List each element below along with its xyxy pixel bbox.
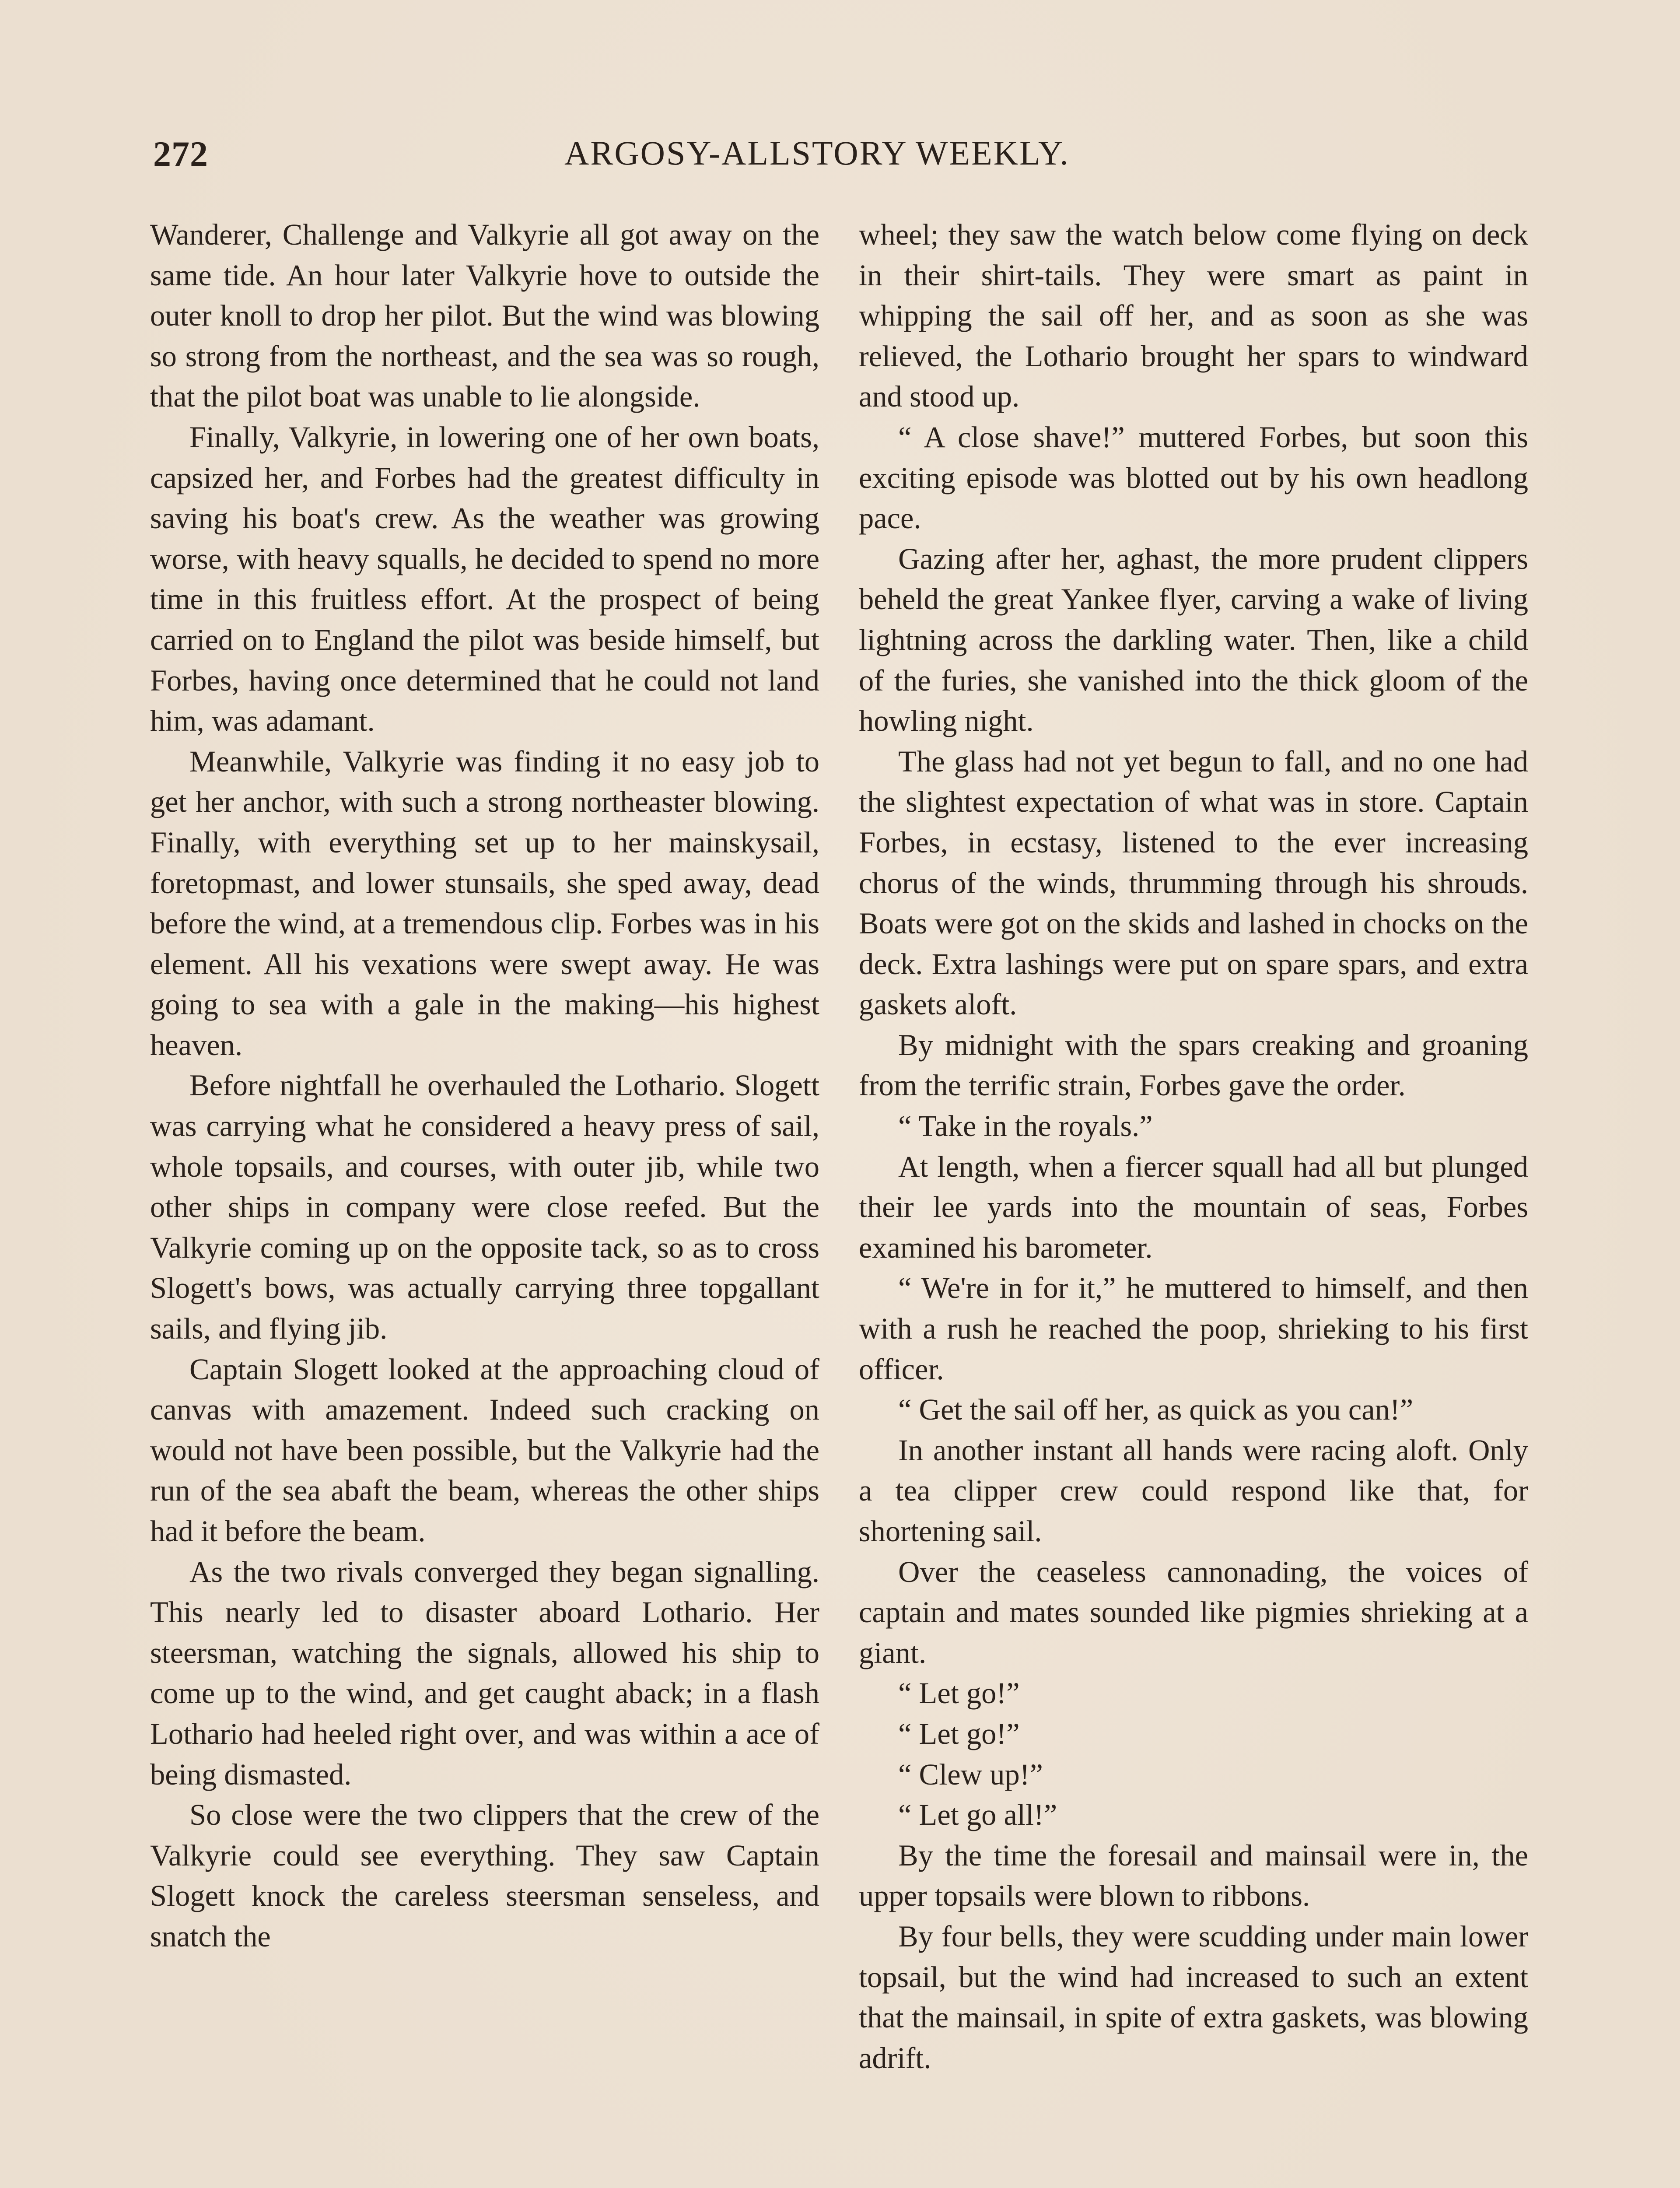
paragraph: Over the ceaseless cannonading, the voices of captain and mates sounded like pigmies shrieking at a giant.	[859, 1555, 1528, 1669]
paragraph: Captain Slogett looked at the approaching cloud of canvas with amazement. Indeed such cracking on would not have been possible, but the Valkyrie had the run of the sea abaft the beam, whereas the other ships had it before the beam.	[150, 1352, 819, 1548]
paragraph: Before nightfall he overhauled the Lothario. Slogett was carrying what he considered a heavy press of sail, whole topsails, and courses, with outer jib, while two other ships in company were close reefed. But the Valkyrie coming up on the opposite tack, so as to cross Slogett's bows, was actually carrying three topgallant sails, and flying jib.	[150, 1069, 819, 1346]
dialogue-line: “ Let go!”	[898, 1717, 1020, 1750]
paragraph: By four bells, they were scudding under main lower topsail, but the wind had increased to such an extent that the mainsail, in spite of extra gaskets, was blowing adrift.	[859, 1919, 1528, 2075]
paragraph: As the two rivals converged they began signalling. This nearly led to disaster aboard Lothario. Her steersman, watching the signals, allowed his ship to come up to the wind, and get caught aback; in a flash Lothario had heeled right over, and was within a ace of being dismasted.	[150, 1555, 819, 1791]
paragraph: Gazing after her, aghast, the more prudent clippers beheld the great Yankee flyer, carving a wake of living lightning across the darkling water. Then, like a child of the furies, she vanished into the thick gloom of the howling night.	[859, 542, 1528, 738]
paragraph: By midnight with the spars creaking and groaning from the terrific strain, Forbes gave the order.	[859, 1028, 1528, 1102]
paragraph: In another instant all hands were racing aloft. Only a tea clipper crew could respond like that, for shortening sail.	[859, 1433, 1528, 1548]
paragraph: “ A close shave!” muttered Forbes, but soon this exciting episode was blotted out by his own headlong pace.	[859, 420, 1528, 535]
paragraph: By the time the foresail and mainsail were in, the upper topsails were blown to ribbons.	[859, 1838, 1528, 1913]
paragraph: “ We're in for it,” he muttered to himself, and then with a rush he reached the poop, shrieking to his first officer.	[859, 1271, 1528, 1386]
paragraph: Wanderer, Challenge and Valkyrie all got away on the same tide. An hour later Valkyrie hove to outside the outer knoll to drop her pilot. But the wind was blowing so strong from the northeast, and the sea was so rough, that the pilot boat was unable to lie alongside.	[150, 218, 819, 414]
right-column	[859, 214, 1528, 2078]
paragraph: Meanwhile, Valkyrie was finding it no easy job to get her anchor, with such a strong northeaster blowing. Finally, with everything set up to her mainskysail, foretopmast, and lower stunsails, she sped away, dead before the wind, at a tremendous clip. Forbes was in his element. All his vexations were swept away. He was going to sea with a gale in the making—his highest heaven.	[150, 744, 819, 1062]
paragraph: “ Get the sail off her, as quick as you can!”	[898, 1393, 1414, 1427]
paragraph: wheel; they saw the watch below come flying on deck in their shirt-tails. They were smart as paint in whipping the sail off her, and as soon as she was relieved, the Lothario brought her spars to windward and stood up.	[859, 218, 1528, 414]
left-column	[150, 214, 819, 1957]
page-number: 272	[153, 134, 208, 174]
dialogue-line: “ Let go!”	[898, 1676, 1020, 1710]
paragraph: So close were the two clippers that the crew of the Valkyrie could see everything. They saw Captain Slogett knock the careless steersman senseless, and snatch the	[150, 1798, 819, 1953]
dialogue-line: “ Take in the royals.”	[898, 1109, 1153, 1143]
paragraph: Finally, Valkyrie, in lowering one of her own boats, capsized her, and Forbes had the greatest difficulty in saving his boat's crew. As the weather was growing worse, with heavy squalls, he decided to spend no more time in this fruitless effort. At the prospect of being carried on to England the pilot was beside himself, but Forbes, having once determined that he could not land him, was adamant.	[150, 420, 819, 738]
paragraph: The glass had not yet begun to fall, and no one had the slightest expectation of what was in store. Captain Forbes, in ecstasy, listened to the ever increasing chorus of the winds, thrumming through his shrouds. Boats were got on the skids and lashed in chocks on the deck. Extra lashings were put on spare spars, and extra gaskets aloft.	[859, 744, 1528, 1021]
dialogue-line: “ Clew up!”	[898, 1757, 1043, 1791]
paragraph: At length, when a fiercer squall had all but plunged their lee yards into the mountain of seas, Forbes examined his barometer.	[859, 1150, 1528, 1264]
running-head: ARGOSY-ALLSTORY WEEKLY.	[564, 134, 1070, 172]
dialogue-line: “ Let go all!”	[898, 1798, 1057, 1832]
